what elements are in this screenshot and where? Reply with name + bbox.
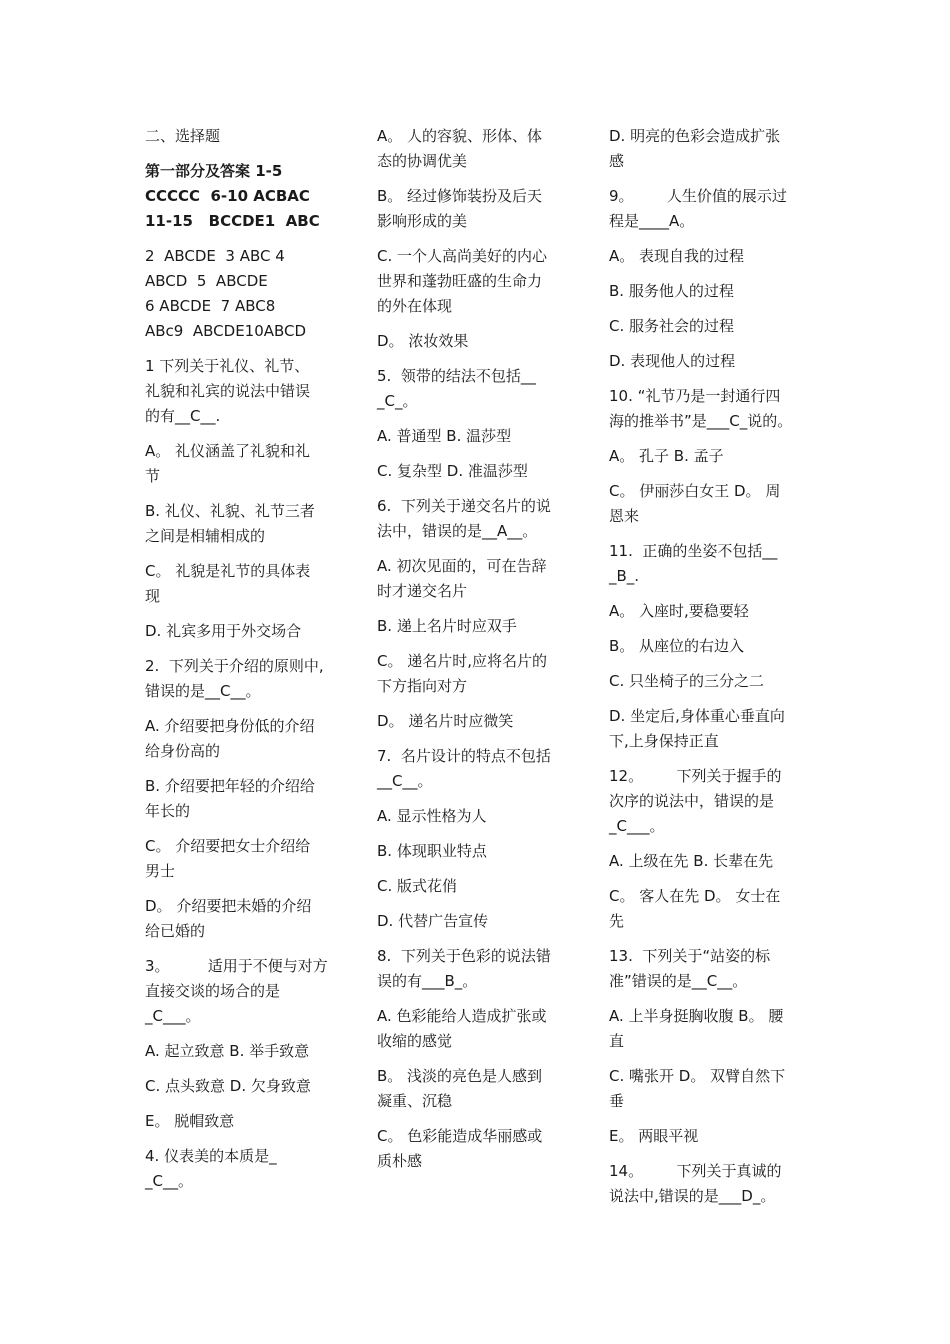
paragraph: B。 经过修饰装扮及后天 影响形成的美 [377, 187, 543, 230]
paragraph: A。 孔子 B. 孟子 [609, 447, 724, 465]
paragraph: 5. 领带的结法不包括__ _C_。 [377, 367, 536, 410]
paragraph: 10. “礼节乃是一封通行四 海的推举书”是___C_说的。 [609, 387, 793, 430]
paragraph: 12。 下列关于握手的 次序的说法中，错误的是 _C___。 [609, 767, 782, 835]
paragraph: A. 普通型 B. 温莎型 [377, 427, 512, 445]
paragraph: 8. 下列关于色彩的说法错 误的有___B_。 [377, 947, 551, 990]
paragraph: 9。 人生价值的展示过 程是____A。 [609, 187, 787, 230]
paragraph: C. 服务社会的过程 [609, 317, 735, 335]
paragraph: C. 复杂型 D. 准温莎型 [377, 462, 528, 480]
paragraph: C。 客人在先 D。 女士在 先 [609, 887, 781, 930]
paragraph: 7. 名片设计的特点不包括 __C__。 [377, 747, 551, 790]
column-middle [377, 124, 577, 1184]
paragraph: A。 入座时,要稳要轻 [609, 602, 749, 620]
paragraph: 2 ABCDE 3 ABC 4 ABCD 5 ABCDE 6 ABCDE 7 ABC8 ABc9 ABCDE10ABCD [145, 247, 307, 340]
paragraph: A. 显示性格为人 [377, 807, 487, 825]
paragraph: 二、选择题 [145, 127, 221, 145]
paragraph: C. 一个人高尚美好的内心 世界和蓬勃旺盛的生命力 的外在体现 [377, 247, 548, 315]
paragraph: 1 下列关于礼仪、礼节、 礼貌和礼宾的说法中错误 的有__C__. [145, 357, 311, 425]
paragraph: D。 介绍要把未婚的介绍 给已婚的 [145, 897, 312, 940]
paragraph: B. 体现职业特点 [377, 842, 487, 860]
paragraph: B. 递上名片时应双手 [377, 617, 517, 635]
paragraph: A. 上半身挺胸收腹 B。 腰 直 [609, 1007, 784, 1050]
paragraph: C。 递名片时,应将名片的 下方指向对方 [377, 652, 548, 695]
paragraph: D. 坐定后,身体重心垂直向 下,上身保持正直 [609, 707, 785, 750]
paragraph: C. 点头致意 D. 欠身致意 [145, 1077, 311, 1095]
paragraph: D. 明亮的色彩会造成扩张 感 [609, 127, 781, 170]
paragraph: A. 初次见面的，可在告辞 时才递交名片 [377, 557, 547, 600]
paragraph: C. 只坐椅子的三分之二 [609, 672, 765, 690]
paragraph: C。 介绍要把女士介绍给 男士 [145, 837, 311, 880]
paragraph: B. 介绍要把年轻的介绍给 年长的 [145, 777, 315, 820]
paragraph: 4. 仪表美的本质是_ _C__。 [145, 1147, 277, 1190]
paragraph: C. 嘴张开 D。 双臂自然下 垂 [609, 1067, 786, 1110]
paragraph: B. 礼仪、礼貌、礼节三者 之间是相辅相成的 [145, 502, 315, 545]
paragraph: 14。 下列关于真诚的 说法中,错误的是___D_。 [609, 1162, 782, 1205]
paragraph: A. 起立致意 B. 举手致意 [145, 1042, 310, 1060]
paragraph: 11. 正确的坐姿不包括__ _B_. [609, 542, 778, 585]
paragraph: D。 递名片时应微笑 [377, 712, 514, 730]
paragraph: A. 色彩能给人造成扩张或 收缩的感觉 [377, 1007, 547, 1050]
paragraph: B。 浅淡的亮色是人感到 凝重、沉稳 [377, 1067, 543, 1110]
paragraph: 2. 下列关于介绍的原则中, 错误的是__C__。 [145, 657, 324, 700]
paragraph: 13. 下列关于“站姿的标 准”错误的是__C__。 [609, 947, 771, 990]
column-left [145, 124, 345, 1204]
paragraph: A。 表现自我的过程 [609, 247, 745, 265]
paragraph: A。 礼仪涵盖了礼貌和礼 节 [145, 442, 311, 485]
paragraph: C。 色彩能造成华丽感或 质朴感 [377, 1127, 543, 1170]
paragraph: D. 代替广告宣传 [377, 912, 489, 930]
paragraph: B. 服务他人的过程 [609, 282, 734, 300]
column-right [609, 124, 824, 1219]
paragraph: E。 脱帽致意 [145, 1112, 235, 1130]
paragraph: D。 浓妆效果 [377, 332, 469, 350]
paragraph: A。 人的容貌、形体、体 态的协调优美 [377, 127, 543, 170]
paragraph: 第一部分及答案 1-5 CCCCC 6-10 ACBAC 11-15 BCCDE1 ABC [145, 162, 320, 230]
paragraph: A. 上级在先 B. 长辈在先 [609, 852, 774, 870]
paragraph: D. 表现他人的过程 [609, 352, 736, 370]
paragraph: C。 伊丽莎白女王 D。 周 恩来 [609, 482, 781, 525]
paragraph: E。 两眼平视 [609, 1127, 699, 1145]
paragraph: 6. 下列关于递交名片的说 法中，错误的是__A__。 [377, 497, 551, 540]
paragraph: D. 礼宾多用于外交场合 [145, 622, 302, 640]
paragraph: A. 介绍要把身份低的介绍 给身份高的 [145, 717, 315, 760]
paragraph: 3。 适用于不便与对方 直接交谈的场合的是 _C___。 [145, 957, 328, 1025]
paragraph: C。 礼貌是礼节的具体表 现 [145, 562, 311, 605]
paragraph: C. 版式花俏 [377, 877, 458, 895]
paragraph: B。 从座位的右边入 [609, 637, 745, 655]
